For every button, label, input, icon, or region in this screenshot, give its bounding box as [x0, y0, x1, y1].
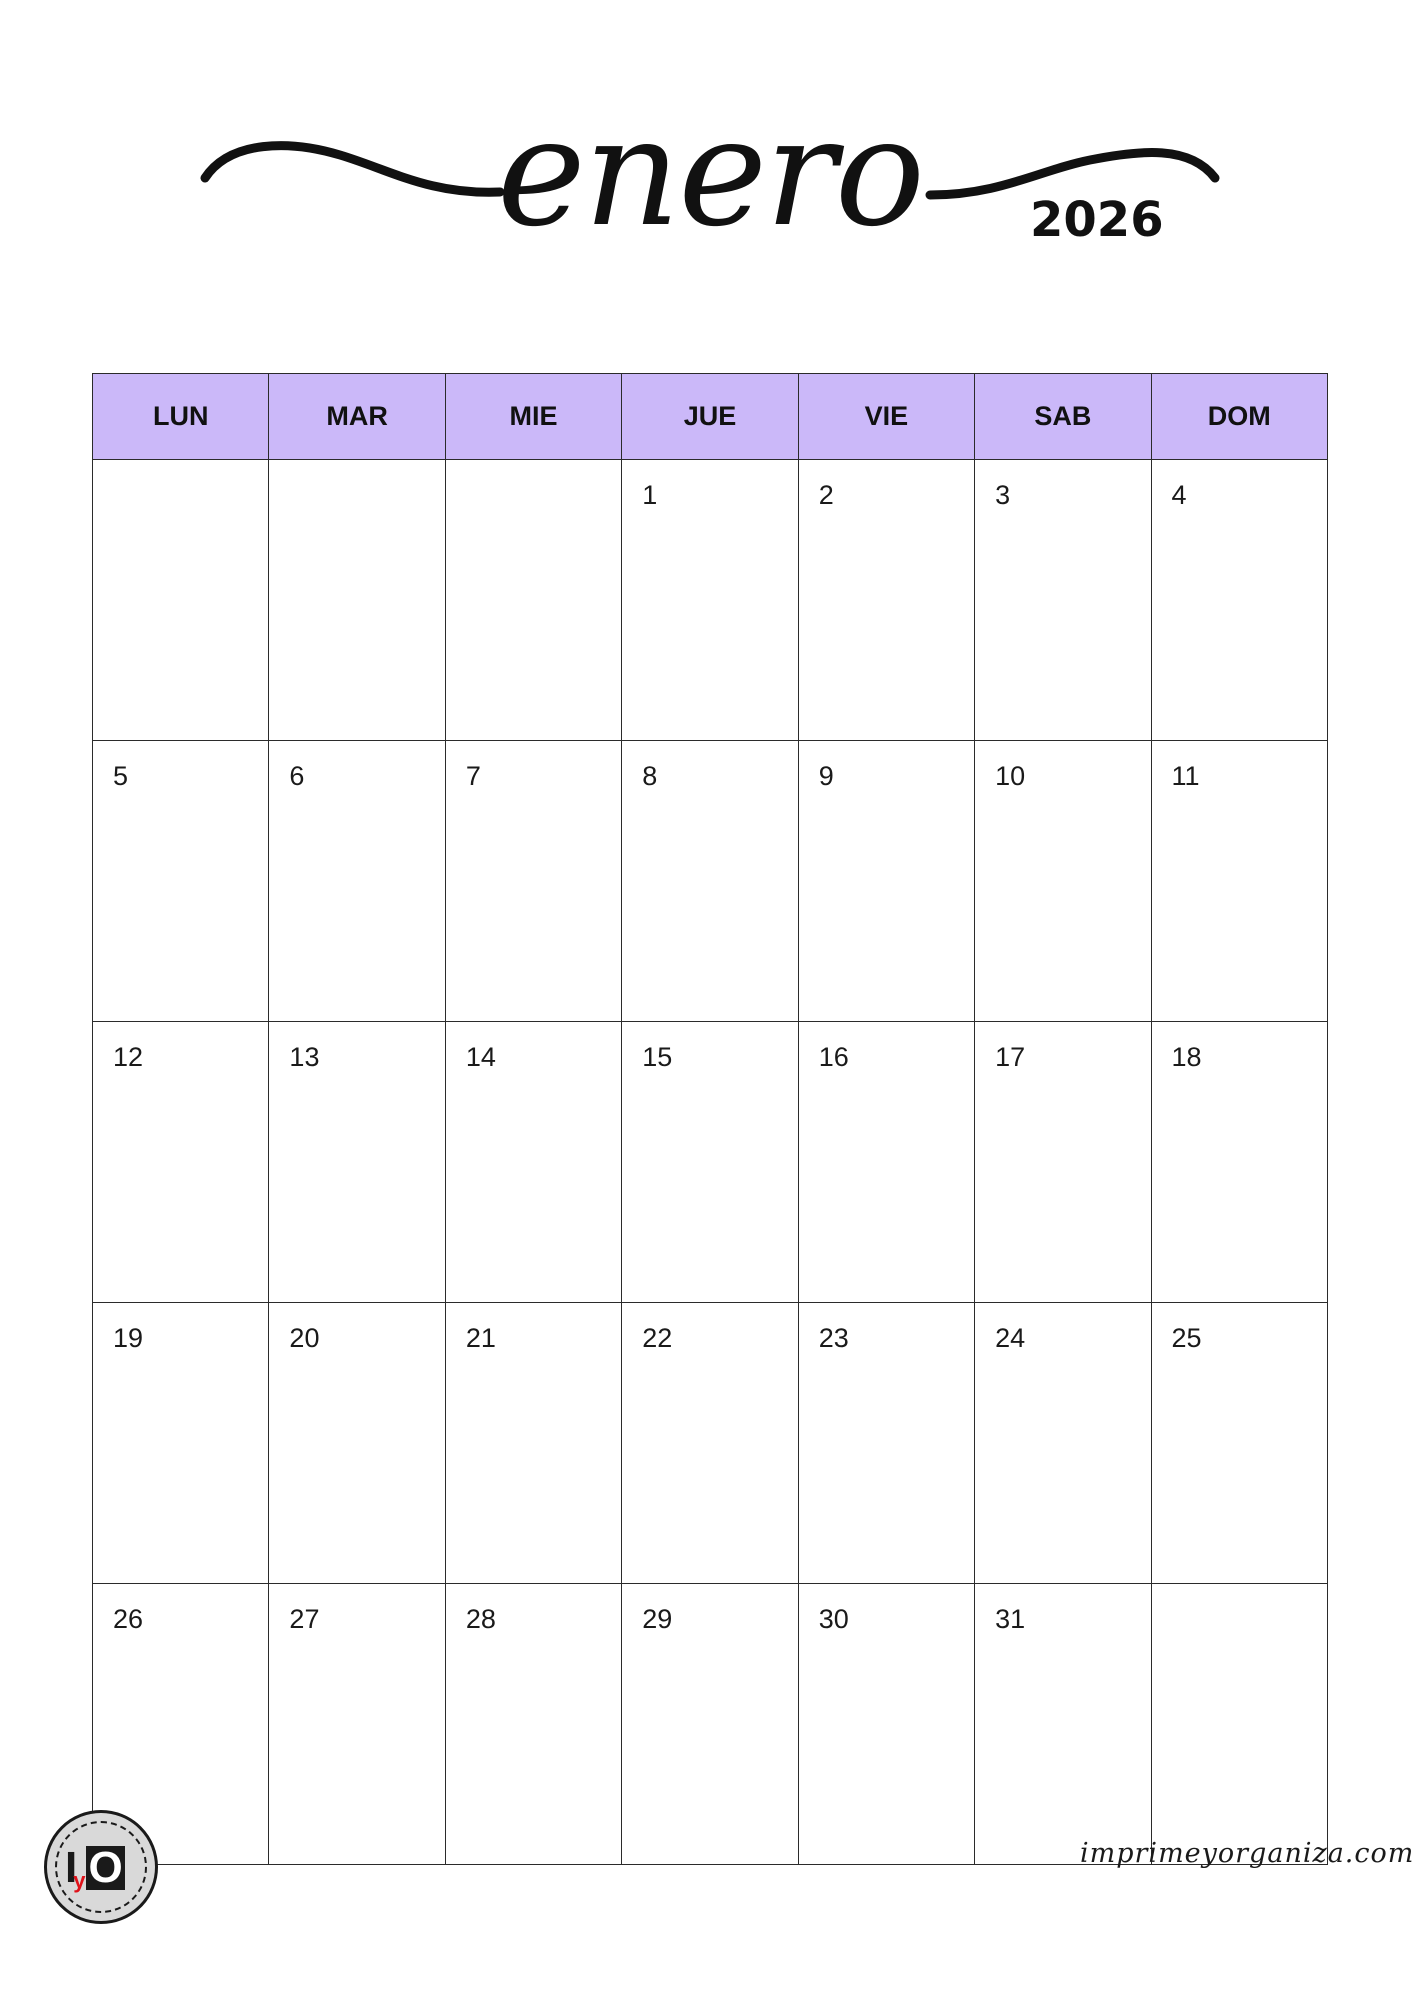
day-cell: 25 [1151, 1303, 1327, 1584]
week-row [93, 1303, 1328, 1584]
calendar-grid [92, 373, 1328, 1865]
day-cell: 2 [798, 460, 974, 741]
day-cell: 28 [445, 1584, 621, 1865]
week-row [93, 741, 1328, 1022]
weekday-header: LUN [93, 374, 269, 460]
year-label: 2026 [1030, 192, 1164, 248]
day-cell: 30 [798, 1584, 974, 1865]
weekday-header-row [93, 374, 1328, 460]
title-block [0, 0, 1414, 300]
brand-logo [44, 1810, 158, 1924]
weekday-header: JUE [622, 374, 798, 460]
day-cell: 31 [975, 1584, 1151, 1865]
weekday-header: VIE [798, 374, 974, 460]
day-cell: 29 [622, 1584, 798, 1865]
day-cell: 13 [269, 1022, 445, 1303]
day-cell: 12 [93, 1022, 269, 1303]
day-cell: 22 [622, 1303, 798, 1584]
day-cell: 14 [445, 1022, 621, 1303]
day-cell: 19 [93, 1303, 269, 1584]
day-cell: 24 [975, 1303, 1151, 1584]
day-cell: 1 [622, 460, 798, 741]
day-cell: 17 [975, 1022, 1151, 1303]
day-cell: 8 [622, 741, 798, 1022]
week-row [93, 1584, 1328, 1865]
week-row [93, 1022, 1328, 1303]
day-cell: 27 [269, 1584, 445, 1865]
logo-mark: IyO [65, 1843, 123, 1893]
day-cell: 5 [93, 741, 269, 1022]
day-cell: 7 [445, 741, 621, 1022]
day-cell: 15 [622, 1022, 798, 1303]
day-cell: 6 [269, 741, 445, 1022]
day-cell [1151, 1584, 1327, 1865]
month-title: enero [496, 86, 924, 260]
day-cell: 4 [1151, 460, 1327, 741]
website-signature: imprimeyorganiza.com [1080, 1838, 1414, 1869]
day-cell: 9 [798, 741, 974, 1022]
day-cell [93, 460, 269, 741]
day-cell: 10 [975, 741, 1151, 1022]
weekday-header: DOM [1151, 374, 1327, 460]
day-cell: 18 [1151, 1022, 1327, 1303]
day-cell: 26 [93, 1584, 269, 1865]
day-cell [269, 460, 445, 741]
weekday-header: MAR [269, 374, 445, 460]
day-cell: 21 [445, 1303, 621, 1584]
day-cell: 16 [798, 1022, 974, 1303]
weekday-header: MIE [445, 374, 621, 460]
day-cell: 20 [269, 1303, 445, 1584]
week-row [93, 460, 1328, 741]
day-cell [445, 460, 621, 741]
weekday-header: SAB [975, 374, 1151, 460]
day-cell: 23 [798, 1303, 974, 1584]
day-cell: 3 [975, 460, 1151, 741]
day-cell: 11 [1151, 741, 1327, 1022]
